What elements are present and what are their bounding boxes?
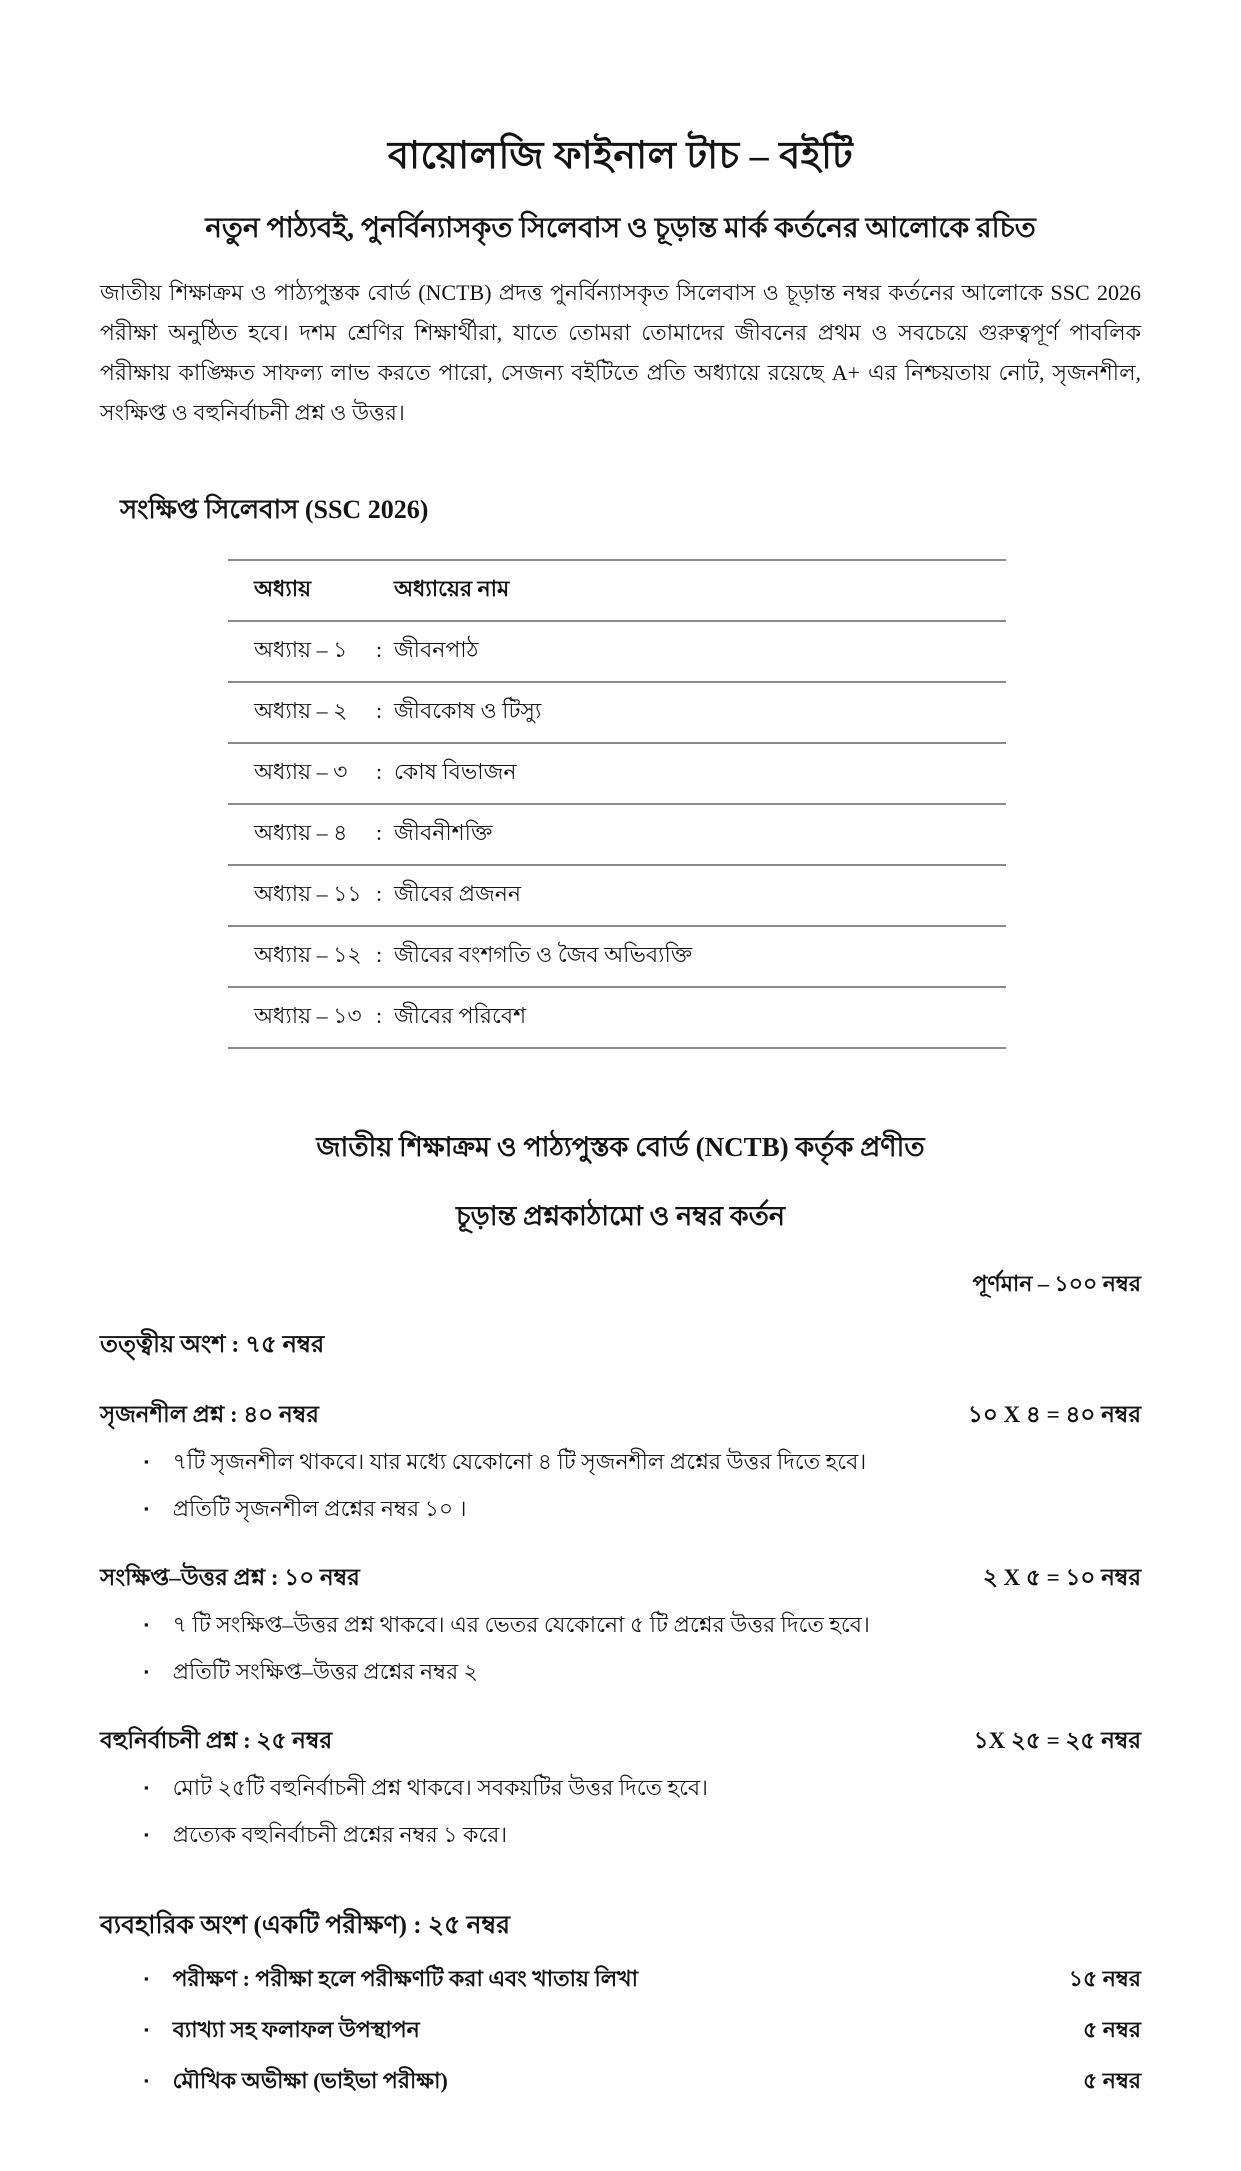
bullet-icon: ▪ [144,1827,149,1843]
practical-item-marks: ১৫ নম্বর [1068,1966,1141,1992]
intro-paragraph: জাতীয় শিক্ষাক্রম ও পাঠ্যপুস্তক বোর্ড (NCTB) প্রদত্ত পুনর্বিন্যাসকৃত সিলেবাস ও চূড়ান্ত নম্বর কর্তনের আলোকে SSC 2026 পরীক্ষা অনুষ্ঠিত হবে। দশম শ্রেণির শিক্ষার্থীরা, যাতে তোমরা তোমাদের জীবনের প্রথম ও সবচেয়ে গুরুত্বপূর্ণ পাবলিক পরীক্ষায় কাঙ্ক্ষিত সাফল্য লাভ করতে পারো, সেজন্য বইটিতে প্রতি অধ্যায়ে রয়েছে A+ এর নিশ্চয়তায় নোট, সৃজনশীল, সংক্ষিপ্ত ও বহুনির্বাচনী প্রশ্ন ও উত্তর। [100,280,1141,426]
chapter-cell: অধ্যায় – ১২ [254,942,362,968]
practical-item-text: পরীক্ষণ : পরীক্ষা হলে পরীক্ষণটি করা এবং খাতায় লিখা [172,1966,638,1992]
bullet-icon: ▪ [144,1971,149,1987]
bullet-icon: ▪ [144,2022,149,2038]
nctb-heading: জাতীয় শিক্ষাক্রম ও পাঠ্যপুস্তক বোর্ড (NCTB) কর্তৃক প্রণীত [316,1132,925,1163]
short-answer-formula: ২ X ৫ = ১০ নম্বর [982,1565,1141,1591]
chapter-cell: অধ্যায় – ১১ [254,881,362,907]
short-answer-title: সংক্ষিপ্ত–উত্তর প্রশ্ন : ১০ নম্বর [100,1565,360,1591]
list-item [144,1492,1141,1529]
list-item [144,1962,1141,1999]
list-item-text: প্রতিটি সংক্ষিপ্ত–উত্তর প্রশ্নের নম্বর ২ [172,1659,478,1685]
separator-cell: : [375,698,383,724]
chapter-name-cell: জীবকোষ ও টিস্যু [394,698,542,724]
list-item [144,1608,1141,1645]
practical-item-marks: ৫ নম্বর [1083,2068,1141,2094]
question-structure-heading: চূড়ান্ত প্রশ্নকাঠামো ও নম্বর কর্তন [455,1201,786,1232]
short-answer-bullets [144,1608,1141,1692]
total-marks: পূর্ণমান – ১০০ নম্বর [972,1271,1141,1297]
syllabus-heading: সংক্ষিপ্ত সিলেবাস (SSC 2026) [120,495,429,525]
syllabus-table [228,559,1006,1049]
list-item [144,1445,1141,1482]
table-row [228,742,1006,803]
chapter-cell: অধ্যায় – ৪ [254,820,348,846]
column-header-name: অধ্যায়ের নাম [394,576,510,602]
bullet-icon: ▪ [144,1501,149,1517]
page-subtitle: নতুন পাঠ্যবই, পুনর্বিন্যাসকৃত সিলেবাস ও চূড়ান্ত মার্ক কর্তনের আলোকে রচিত [205,213,1036,244]
page-title: বায়োলজি ফাইনাল টাচ – বইটি [387,135,854,177]
separator-cell: : [375,942,383,968]
list-item [144,1818,1141,1855]
separator-cell: : [375,637,383,663]
table-row [228,986,1006,1047]
chapter-cell: অধ্যায় – ১৩ [254,1003,362,1029]
short-answer-row [100,1559,1141,1598]
list-item-text: ৭টি সৃজনশীল থাকবে। যার মধ্যে যেকোনো ৪ টি সৃজনশীল প্রশ্নের উত্তর দিতে হবে। [172,1449,867,1475]
separator-cell: : [375,1003,383,1029]
list-item-text: প্রত্যেক বহুনির্বাচনী প্রশ্নের নম্বর ১ করে। [172,1822,508,1848]
mcq-row [100,1722,1141,1761]
list-item [144,2013,1141,2050]
chapter-name-cell: জীবের পরিবেশ [394,1003,527,1029]
list-item-text: প্রতিটি সৃজনশীল প্রশ্নের নম্বর ১০ । [172,1496,467,1522]
bullet-icon: ▪ [144,1780,149,1796]
practical-item-text: মৌখিক অভীক্ষা (ভাইভা পরীক্ষা) [172,2068,448,2094]
chapter-cell: অধ্যায় – ৩ [254,759,348,785]
practical-items [144,1962,1141,2101]
list-item [144,1655,1141,1692]
mcq-title: বহুনির্বাচনী প্রশ্ন : ২৫ নম্বর [100,1728,333,1754]
list-item-text: ৭ টি সংক্ষিপ্ত–উত্তর প্রশ্ন থাকবে। এর ভেতর যেকোনো ৫ টি প্রশ্নের উত্তর দিতে হবে। [172,1612,870,1638]
chapter-name-cell: জীবের প্রজনন [394,881,522,907]
table-header-row [228,559,1006,620]
mcq-formula: ১X ২৫ = ২৫ নম্বর [973,1728,1141,1754]
theory-section-heading: তত্ত্বীয় অংশ : ৭৫ নম্বর [100,1332,325,1359]
chapter-name-cell: জীবনপাঠ [394,637,479,663]
creative-question-title: সৃজনশীল প্রশ্ন : ৪০ নম্বর [100,1402,319,1428]
creative-question-row [100,1396,1141,1435]
chapter-name-cell: জীবনীশক্তি [394,820,493,846]
table-row [228,803,1006,864]
separator-cell: : [375,881,383,907]
list-item [144,1771,1141,1808]
practical-section-heading: ব্যবহারিক অংশ (একটি পরীক্ষণ) : ২৫ নম্বর [100,1912,510,1940]
practical-item-text: ব্যাখ্যা সহ ফলাফল উপস্থাপন [172,2017,420,2043]
mcq-bullets [144,1771,1141,1855]
chapter-cell: অধ্যায় – ১ [254,637,348,663]
bullet-icon: ▪ [144,2073,149,2089]
list-item-text: মোট ২৫টি বহুনির্বাচনী প্রশ্ন থাকবে। সবকয়টির উত্তর দিতে হবে। [172,1775,709,1801]
bullet-icon: ▪ [144,1617,149,1633]
list-item [144,2064,1141,2101]
bullet-icon: ▪ [144,1454,149,1470]
chapter-cell: অধ্যায় – ২ [254,698,348,724]
chapter-name-cell: কোষ বিভাজন [394,759,517,785]
creative-question-bullets [144,1445,1141,1529]
table-row [228,681,1006,742]
creative-question-formula: ১০ X ৪ = ৪০ নম্বর [967,1402,1141,1428]
table-row [228,620,1006,681]
table-row [228,925,1006,986]
table-row [228,864,1006,925]
chapter-name-cell: জীবের বংশগতি ও জৈব অভিব্যক্তি [394,942,693,968]
practical-item-marks: ৫ নম্বর [1083,2017,1141,2043]
separator-cell: : [375,759,383,785]
column-header-chapter: অধ্যায় [254,576,312,602]
bullet-icon: ▪ [144,1664,149,1680]
separator-cell: : [375,820,383,846]
